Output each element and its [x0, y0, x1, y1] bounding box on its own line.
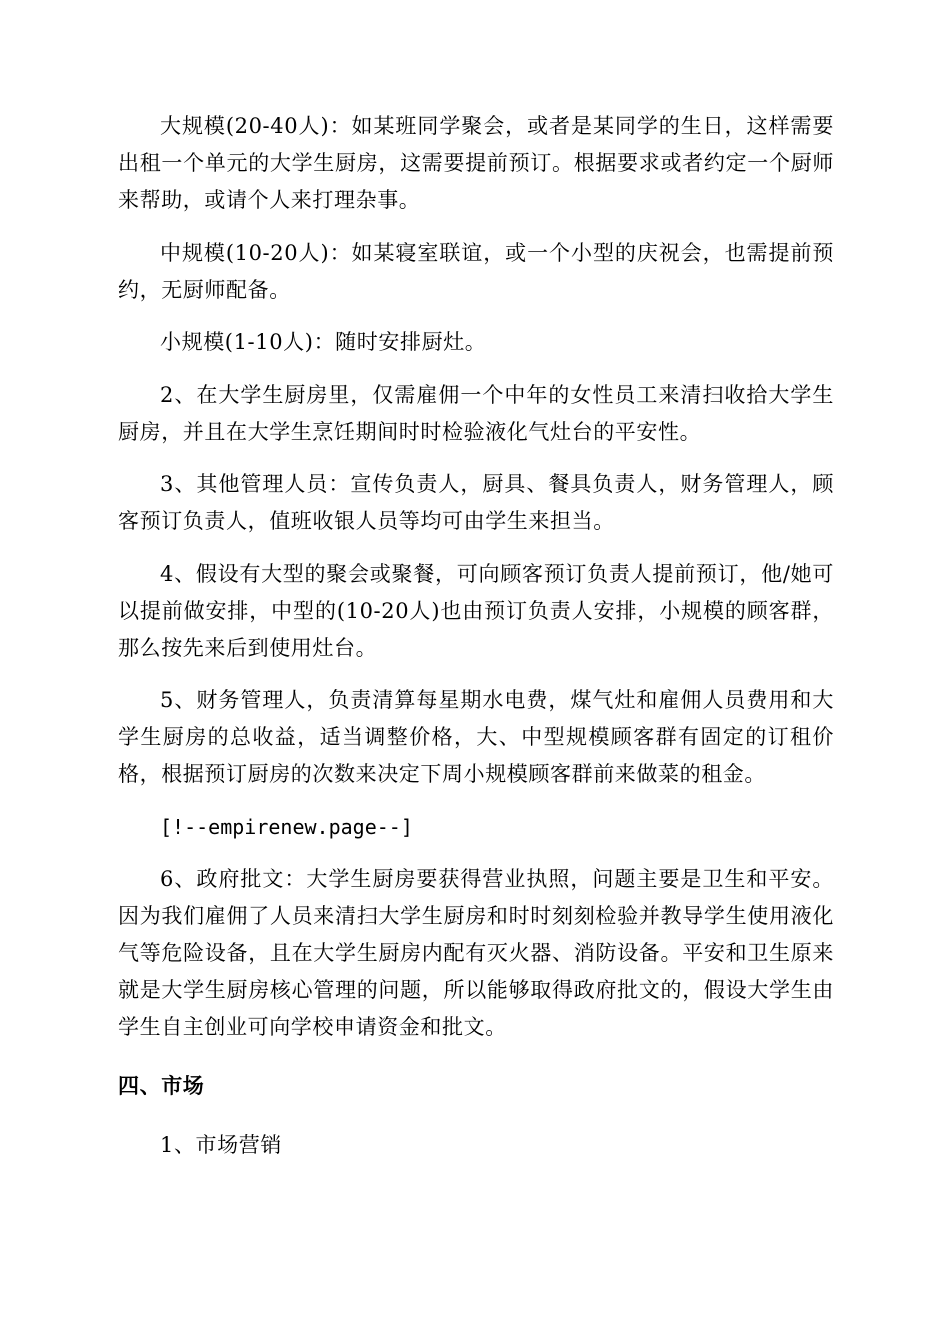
paragraph-item-5: 5、财务管理人，负责清算每星期水电费，煤气灶和雇佣人员费用和大学生厨房的总收益，适当调整价格，大、中型规模顾客群有固定的订租价格，根据预订厨房的次数来决定下周小规模顾客群前来做菜的租金。 — [118, 688, 834, 786]
paragraph-item-4: 4、假设有大型的聚会或聚餐，可向顾客预订负责人提前预订，他/她可以提前做安排，中型的(10-20人)也由预订负责人安排，小规模的顾客群，那么按先来后到使用灶台。 — [118, 561, 834, 660]
section-subheading: 1、市场营销 — [160, 1133, 282, 1157]
paragraph-small-scale: 小规模(1-10人)：随时安排厨灶。 — [160, 330, 487, 354]
paragraph-medium-scale: 中规模(10-20人)：如某寝室联谊，或一个小型的庆祝会，也需提前预约，无厨师配备。 — [118, 240, 834, 302]
paragraph-large-scale: 大规模(20-40人)：如某班同学聚会，或者是某同学的生日，这样需要出租一个单元的大学生厨房，这需要提前预订。根据要求或者约定一个厨师来帮助，或请个人来打理杂事。 — [118, 114, 834, 212]
page-break-marker: [!--empirenew.page--] — [160, 814, 413, 839]
paragraph-item-2: 2、在大学生厨房里，仅需雇佣一个中年的女性员工来清扫收拾大学生厨房，并且在大学生烹饪期间时时检验液化气灶台的平安性。 — [118, 382, 834, 444]
paragraph-item-6: 6、政府批文：大学生厨房要获得营业执照，问题主要是卫生和平安。因为我们雇佣了人员来清扫大学生厨房和时时刻刻检验并教导学生使用液化气等危险设备，且在大学生厨房内配有灭火器、消防设备。平安和卫生原来就是大学生厨房核心管理的问题，所以能够取得政府批文的，假设大学生由学生自主创业可向学校申请资金和批文。 — [118, 867, 834, 1039]
paragraph-item-3: 3、其他管理人员：宣传负责人，厨具、餐具负责人，财务管理人，顾客预订负责人，值班收银人员等均可由学生来担当。 — [118, 472, 834, 533]
section-heading: 四、市场 — [118, 1074, 205, 1098]
document-page — [118, 108, 834, 1164]
